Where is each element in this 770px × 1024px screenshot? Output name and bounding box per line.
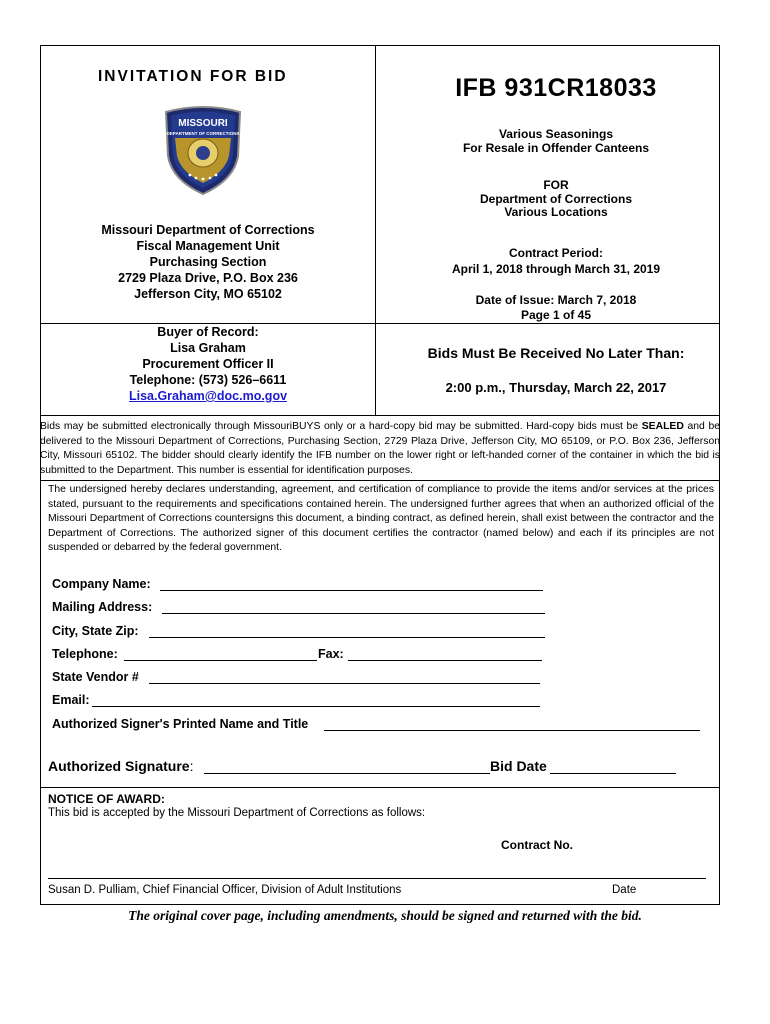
- issue-date: Date of Issue: March 7, 2018: [475, 293, 637, 307]
- award-date-label: Date: [612, 884, 637, 896]
- authorized-signature-label: [48, 758, 193, 774]
- buyer-phone: Telephone: (573) 526–6611: [129, 373, 287, 387]
- email-input[interactable]: [92, 706, 540, 707]
- authorized-signature-input[interactable]: [204, 773, 490, 774]
- declaration-text: The undersigned hereby declares understanding, agreement, and certification of compliance to provide the items and/or services at the prices stated, pursuant to the requirements and specifications contained herein. The undersigned further agrees that when an authorized official of the Missouri Department of Corrections countersigns this document, a binding contract, as defined herein, shall exist between the contractor and the Department of Corrections. The authorized signer of this document certifies the contractor (named below) and each if its principles are not suspended or debarred by the federal government.: [48, 484, 714, 553]
- cfo-signer: Susan D. Pulliam, Chief Financial Officer, Division of Adult Institutions: [48, 884, 402, 896]
- authorized-signer-label: Authorized Signer's Printed Name and Title: [52, 717, 309, 731]
- description-for: FOR: [543, 178, 569, 192]
- seal-subtitle: DEPARTMENT OF CORRECTIONS: [166, 131, 240, 136]
- buyer-name: Lisa Graham: [170, 341, 246, 355]
- footer-instruction: The original cover page, including amendments, should be signed and returned with the bid.: [128, 908, 642, 923]
- agency-section: Purchasing Section: [149, 255, 267, 269]
- fax-input[interactable]: [348, 660, 542, 661]
- submission-notice: [40, 420, 720, 478]
- agency-street: 2729 Plaza Drive, P.O. Box 236: [118, 271, 298, 285]
- company-name-label: Company Name:: [52, 577, 151, 591]
- state-vendor-input[interactable]: [149, 683, 540, 684]
- telephone-input[interactable]: [124, 660, 317, 661]
- company-name-input[interactable]: [160, 590, 543, 591]
- contract-period: April 1, 2018 through March 31, 2019: [451, 262, 661, 276]
- deadline-label: Bids Must Be Received No Later Than:: [427, 345, 685, 361]
- mailing-address-input[interactable]: [162, 613, 545, 614]
- telephone-label: Telephone:: [52, 647, 118, 661]
- description-dept: Department of Corrections: [479, 192, 633, 206]
- agency-name: Missouri Department of Corrections: [101, 223, 315, 237]
- notice-part1: Bids may be submitted electronically through MissouriBUYS only or a hard-copy bid may be submitted. Hard-copy bids must be: [40, 421, 642, 432]
- missouri-doc-seal-icon: [162, 104, 244, 196]
- agency-city: Jefferson City, MO 65102: [134, 287, 282, 301]
- agency-unit: Fiscal Management Unit: [136, 239, 280, 253]
- description-line2: For Resale in Offender Canteens: [462, 141, 650, 155]
- seal-title: MISSOURI: [178, 118, 228, 129]
- description-line1: Various Seasonings: [498, 127, 614, 141]
- buyer-title: Procurement Officer II: [142, 357, 274, 371]
- city-state-zip-label: City, State Zip:: [52, 624, 139, 638]
- deadline-panel: [376, 324, 720, 415]
- contract-number-label: Contract No.: [501, 838, 573, 852]
- agency-address: [40, 222, 376, 302]
- contract-period-label: Contract Period:: [508, 246, 603, 260]
- buyer-block: [40, 324, 376, 404]
- bid-date-input[interactable]: [550, 773, 676, 774]
- ifb-number: IFB 931CR18033: [455, 74, 657, 102]
- fax-label: Fax:: [318, 647, 344, 661]
- city-state-zip-input[interactable]: [149, 637, 545, 638]
- email-label: Email:: [52, 693, 90, 707]
- notice-of-award-title: NOTICE OF AWARD:: [48, 792, 165, 806]
- notice-sealed: SEALED: [641, 421, 684, 432]
- bid-date-label: Bid Date: [490, 758, 547, 774]
- page-number: Page 1 of 45: [520, 308, 592, 322]
- deadline-time: 2:00 p.m., Thursday, March 22, 2017: [445, 380, 667, 395]
- notice-part2: and be delivered to the Missouri Department of Corrections, Purchasing Section, 2729 Plaza Drive, Jefferson City, MO 65109, or P.O. Box 236, Jefferson City, Missouri 65102. The bidder should clearly identify the IFB number on the lower right or left-handed corner of the container in which the bid is submitted to the Department. This number is essential for identification purposes.: [40, 421, 720, 476]
- mailing-address-label: Mailing Address:: [52, 600, 153, 614]
- state-vendor-label: State Vendor #: [52, 670, 139, 684]
- buyer-email-link[interactable]: Lisa.Graham@doc.mo.gov: [128, 389, 288, 403]
- mid-divider: [40, 415, 720, 416]
- buyer-label: Buyer of Record:: [157, 325, 259, 339]
- award-text: This bid is accepted by the Missouri Department of Corrections as follows:: [48, 807, 426, 819]
- signature-label-text: Authorized Signature: [48, 758, 190, 774]
- award-signature-line: [48, 878, 706, 879]
- signature-colon: :: [189, 758, 194, 774]
- invitation-title: INVITATION FOR BID: [98, 68, 288, 85]
- description-locations: Various Locations: [504, 205, 608, 219]
- authorized-signer-input[interactable]: [324, 730, 700, 731]
